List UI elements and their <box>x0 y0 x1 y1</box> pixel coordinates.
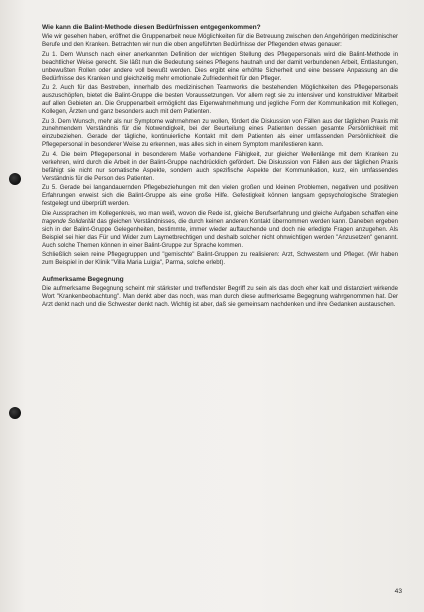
discussion-text: Die Aussprachen im Kollegenkreis, wo man weiß, wovon die Rede ist, gleiche Berufserfahrung und gleiche Aufgaben schaffen eine <box>42 209 398 217</box>
discussion-text: das gleichen Verständnisses, die durch keinen anderen Kontakt übernommen werden kann. Daneben ergeben sich in der Balint-Gruppe Gelegenheiten, bestimmte, immer wieder auftauchende und doch nie erledigte Fragen anzugehen. Als Beispiel sei hier das Für und Wider zum Laymetbrechtigen und deshalb solcher nicht ohnwichtigen werden "Anzusetzen" genannt. Auch solche Themen können in einer Balint-Gruppe zur Sprache kommen. <box>42 217 398 249</box>
emphasized-term: tragende Solidarität <box>42 217 96 225</box>
punch-hole <box>9 173 21 185</box>
intro-paragraph: Wie wir gesehen haben, eröffnet die Gruppenarbeit neue Möglichkeiten für die Betreuung zwischen den Angehörigen medizinischer Berufe und den Kranken. Betrachten wir nun die oben angeführten Bedürfnisse der Pflegenden etwas genauer: <box>42 33 398 49</box>
point-paragraph: Zu 3. Dem Wunsch, mehr als nur Symptome wahrnehmen zu wollen, fördert die Diskussion von Fällen aus der täglichen Praxis mit zunehmendem Verständnis für die Notwendigkeit, bei der Beurteilung eines Patienten dessen gesamte Persönlichkeit mit einzubeziehen. Gerade der tägliche, kontinuierliche Kontakt mit dem Patienten als einer umfassenden Persönlichkeit die Pflegepersonal in besonderer Weise zu erkennen, was alles sich in einem Symptom manifestieren kann. <box>42 117 398 149</box>
punch-hole <box>9 407 21 419</box>
closing-paragraph: Schließlich seien reine Pflegegruppen und "gemischte" Balint-Gruppen zu realisieren: Arzt, Schwestern und Pfleger. (Wir haben zum Beispiel in der Klinik "Villa Maria Luigia", Parma, solche erlebt). <box>42 251 398 267</box>
page-content <box>42 24 398 311</box>
point-paragraph: Zu 1. Dem Wunsch nach einer anerkannten Definition der wichtigen Stellung des Pflegepersonals wird die Balint-Methode in beachtlicher Weise gerecht. Sie läßt nun die Bedeutung seines Pflegens hautnah und der damit verbundenen Arbeit, Entlastungen, unbewußten Rollen oder andere voll bewußt werden. Dies ergibt eine erhöhte Sicherheit und eine bessere Anpassung an die Bedürfnisse des Kranken und gleichzeitig mehr emotionale Zufriedenheit für den Pfleger. <box>42 50 398 82</box>
discussion-paragraph <box>42 210 398 250</box>
point-paragraph: Zu 5. Gerade bei langandauernden Pflegebeziehungen mit den vielen großen und kleinen Problemen, negativen und positiven Erfahrungen erweist sich die Balint-Gruppe als eine große Hilfe. Gefestigkeit können langsam gepsychologische Strategien festgelegt und überprüft werden. <box>42 184 398 208</box>
page-heading: Wie kann die Balint-Methode diesen Bedürfnissen entgegenkommen? <box>42 24 261 31</box>
page-number: 43 <box>394 588 402 595</box>
point-paragraph: Zu 4. Die beim Pflegepersonal in besonderem Maße vorhandene Fähigkeit, zur gleicher Wellenlänge mit dem Kranken zu verkehren, wird durch die Arbeit in der Balint-Gruppe nachdrücklich gefördert. Die Diskussion von Fällen aus der täglichen Praxis befähigt sie nicht nur somatische Aspekte, sondern auch spezifische Aspekte der Kommunikation, kurz, ein umfassendes Verständnis für die Person des Patienten. <box>42 150 398 182</box>
point-paragraph: Zu 2. Auch für das Bestreben, innerhalb des medizinischen Teamworks die bestehenden Möglichkeiten des Pflegepersonals auszuschöpfen, bietet die Balint-Gruppe die besten Voraussetzungen. Vor allem regt sie zu intensiver und konstruktiver Mitarbeit auf allen Gebieten an. Die Gruppenarbeit ermöglicht das Eigenwahrnehmung und jegliche Form der Kommunikation mit Kollegen, Kollegen, Ärzten und ganz besonders auch mit dem Patienten. <box>42 84 398 115</box>
section-paragraph: Die aufmerksame Begegnung scheint mir stärkster und treffendster Begriff zu sein als das doch eher kalt und distanziert wirkende Wort "Krankenbeobachtung". Man denkt aber das noch, was man durch diese aufmerksame Begegnung wahrgenommen hat. Der Arzt denkt nach und die Schwester denkt nach. Wichtig ist aber, daß sie gemeinsam nachdenken und ihre Gedanken austauschen. <box>42 285 398 309</box>
section-heading: Aufmerksame Begegnung <box>42 276 124 284</box>
